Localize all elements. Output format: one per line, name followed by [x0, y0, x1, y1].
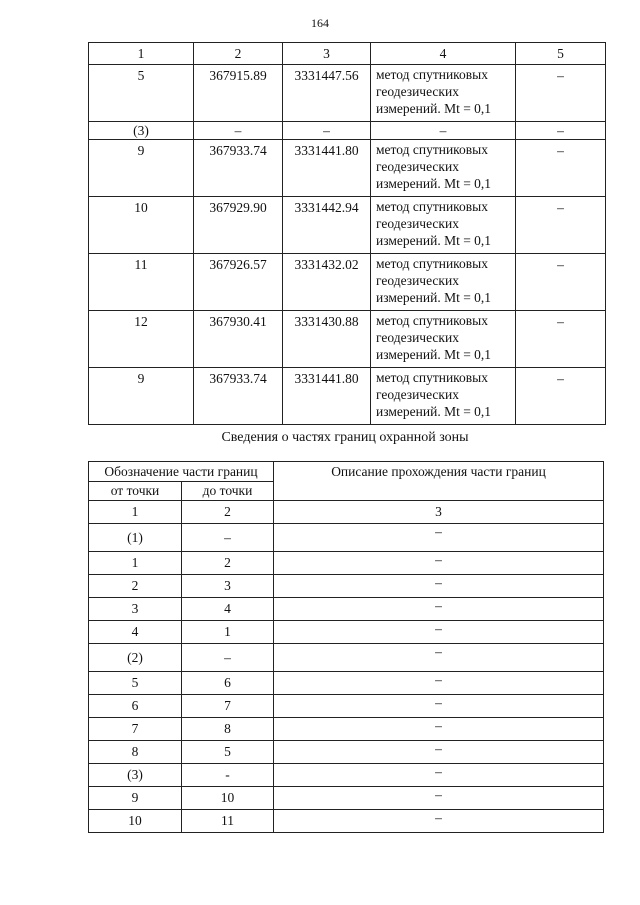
from-point-cell: 6: [89, 695, 182, 718]
x-coordinate-cell: –: [194, 122, 283, 140]
accuracy-cell: –: [516, 140, 606, 197]
method-line: измерений. Mt = 0,1: [376, 347, 492, 362]
table-row: [89, 140, 606, 197]
y-coordinate-cell: 3331447.56: [283, 65, 371, 122]
index-cell: 3: [274, 501, 604, 524]
to-point-cell: 4: [182, 598, 274, 621]
method-cell: [371, 368, 516, 425]
to-point-cell: 11: [182, 810, 274, 833]
to-point-cell: 7: [182, 695, 274, 718]
y-coordinate-cell: 3331432.02: [283, 254, 371, 311]
table-row: [89, 764, 604, 787]
table-row: [89, 524, 604, 552]
to-point-cell: –: [182, 644, 274, 672]
from-point-cell: 1: [89, 552, 182, 575]
boundary-parts-table: [88, 461, 604, 833]
header-cell: 2: [194, 43, 283, 65]
method-line: геодезических: [376, 216, 459, 231]
method-line: измерений. Mt = 0,1: [376, 101, 492, 116]
y-coordinate-cell: 3331441.80: [283, 140, 371, 197]
y-coordinate-cell: –: [283, 122, 371, 140]
table-row: [89, 311, 606, 368]
y-coordinate-cell: 3331430.88: [283, 311, 371, 368]
point-number-cell: 11: [89, 254, 194, 311]
index-cell: 1: [89, 501, 182, 524]
method-cell: [371, 254, 516, 311]
method-cell: [371, 197, 516, 254]
x-coordinate-cell: 367933.74: [194, 368, 283, 425]
description-cell: –: [274, 524, 604, 552]
from-point-cell: 5: [89, 672, 182, 695]
to-point-cell: 6: [182, 672, 274, 695]
method-cell: [371, 122, 516, 140]
description-cell: –: [274, 552, 604, 575]
from-point-cell: (3): [89, 764, 182, 787]
group-header-cell: Обозначение части границ: [89, 462, 274, 482]
to-point-cell: –: [182, 524, 274, 552]
point-number-cell: (3): [89, 122, 194, 140]
point-number-cell: 9: [89, 140, 194, 197]
header-cell: 4: [371, 43, 516, 65]
table-row: [89, 254, 606, 311]
y-coordinate-cell: 3331442.94: [283, 197, 371, 254]
description-cell: –: [274, 598, 604, 621]
coordinates-table-header-row: [89, 43, 606, 65]
page-number: 164: [311, 16, 329, 30]
x-coordinate-cell: 367930.41: [194, 311, 283, 368]
method-line: метод спутниковых: [376, 256, 488, 271]
to-point-cell: 2: [182, 552, 274, 575]
method-cell: [371, 311, 516, 368]
to-point-cell: 1: [182, 621, 274, 644]
method-line: –: [439, 122, 447, 138]
table-row: [89, 368, 606, 425]
from-point-cell: 7: [89, 718, 182, 741]
x-coordinate-cell: 367926.57: [194, 254, 283, 311]
method-line: геодезических: [376, 84, 459, 99]
to-point-cell: -: [182, 764, 274, 787]
description-cell: –: [274, 695, 604, 718]
method-line: геодезических: [376, 387, 459, 402]
table-row: [89, 644, 604, 672]
to-point-cell: 8: [182, 718, 274, 741]
accuracy-cell: –: [516, 65, 606, 122]
description-cell: –: [274, 672, 604, 695]
accuracy-cell: –: [516, 254, 606, 311]
table-row: [89, 695, 604, 718]
method-line: измерений. Mt = 0,1: [376, 176, 492, 191]
method-line: метод спутниковых: [376, 142, 488, 157]
description-cell: –: [274, 787, 604, 810]
x-coordinate-cell: 367929.90: [194, 197, 283, 254]
table-row: [89, 197, 606, 254]
header-cell: 1: [89, 43, 194, 65]
x-coordinate-cell: 367933.74: [194, 140, 283, 197]
from-point-cell: (1): [89, 524, 182, 552]
method-cell: [371, 65, 516, 122]
method-line: метод спутниковых: [376, 67, 488, 82]
accuracy-cell: –: [516, 368, 606, 425]
method-line: геодезических: [376, 159, 459, 174]
method-line: измерений. Mt = 0,1: [376, 290, 492, 305]
from-point-header-cell: от точки: [89, 482, 182, 501]
point-number-cell: 5: [89, 65, 194, 122]
to-point-header-cell: до точки: [182, 482, 274, 501]
method-line: геодезических: [376, 330, 459, 345]
table-row: [89, 741, 604, 764]
point-number-cell: 12: [89, 311, 194, 368]
description-cell: –: [274, 621, 604, 644]
table-row: [89, 598, 604, 621]
method-line: геодезических: [376, 273, 459, 288]
table-row: [89, 672, 604, 695]
method-line: метод спутниковых: [376, 313, 488, 328]
coordinates-table: [88, 42, 606, 425]
to-point-cell: 10: [182, 787, 274, 810]
description-cell: –: [274, 718, 604, 741]
accuracy-cell: –: [516, 311, 606, 368]
description-cell: –: [274, 741, 604, 764]
method-line: метод спутниковых: [376, 370, 488, 385]
table-row: [89, 621, 604, 644]
method-line: измерений. Mt = 0,1: [376, 404, 492, 419]
to-point-cell: 3: [182, 575, 274, 598]
from-point-cell: 9: [89, 787, 182, 810]
from-point-cell: 4: [89, 621, 182, 644]
table-row: [89, 575, 604, 598]
accuracy-cell: –: [516, 197, 606, 254]
from-point-cell: 3: [89, 598, 182, 621]
x-coordinate-cell: 367915.89: [194, 65, 283, 122]
method-line: метод спутниковых: [376, 199, 488, 214]
description-cell: –: [274, 764, 604, 787]
boundary-table-index-row: [89, 501, 604, 524]
accuracy-cell: –: [516, 122, 606, 140]
point-number-cell: 10: [89, 197, 194, 254]
section-title: Сведения о частях границ охранной зоны: [221, 430, 469, 445]
description-header-cell: Описание прохождения части границ: [274, 462, 604, 501]
description-cell: –: [274, 575, 604, 598]
from-point-cell: (2): [89, 644, 182, 672]
from-point-cell: 10: [89, 810, 182, 833]
to-point-cell: 5: [182, 741, 274, 764]
method-cell: [371, 140, 516, 197]
description-cell: –: [274, 644, 604, 672]
index-cell: 2: [182, 501, 274, 524]
table-row: [89, 552, 604, 575]
y-coordinate-cell: 3331441.80: [283, 368, 371, 425]
point-number-cell: 9: [89, 368, 194, 425]
table-row: [89, 718, 604, 741]
table-row: [89, 122, 606, 140]
method-line: измерений. Mt = 0,1: [376, 233, 492, 248]
description-cell: –: [274, 810, 604, 833]
table-row: [89, 810, 604, 833]
table-row: [89, 787, 604, 810]
from-point-cell: 8: [89, 741, 182, 764]
table-row: [89, 65, 606, 122]
from-point-cell: 2: [89, 575, 182, 598]
boundary-table-header-row: [89, 462, 604, 482]
header-cell: 5: [516, 43, 606, 65]
header-cell: 3: [283, 43, 371, 65]
